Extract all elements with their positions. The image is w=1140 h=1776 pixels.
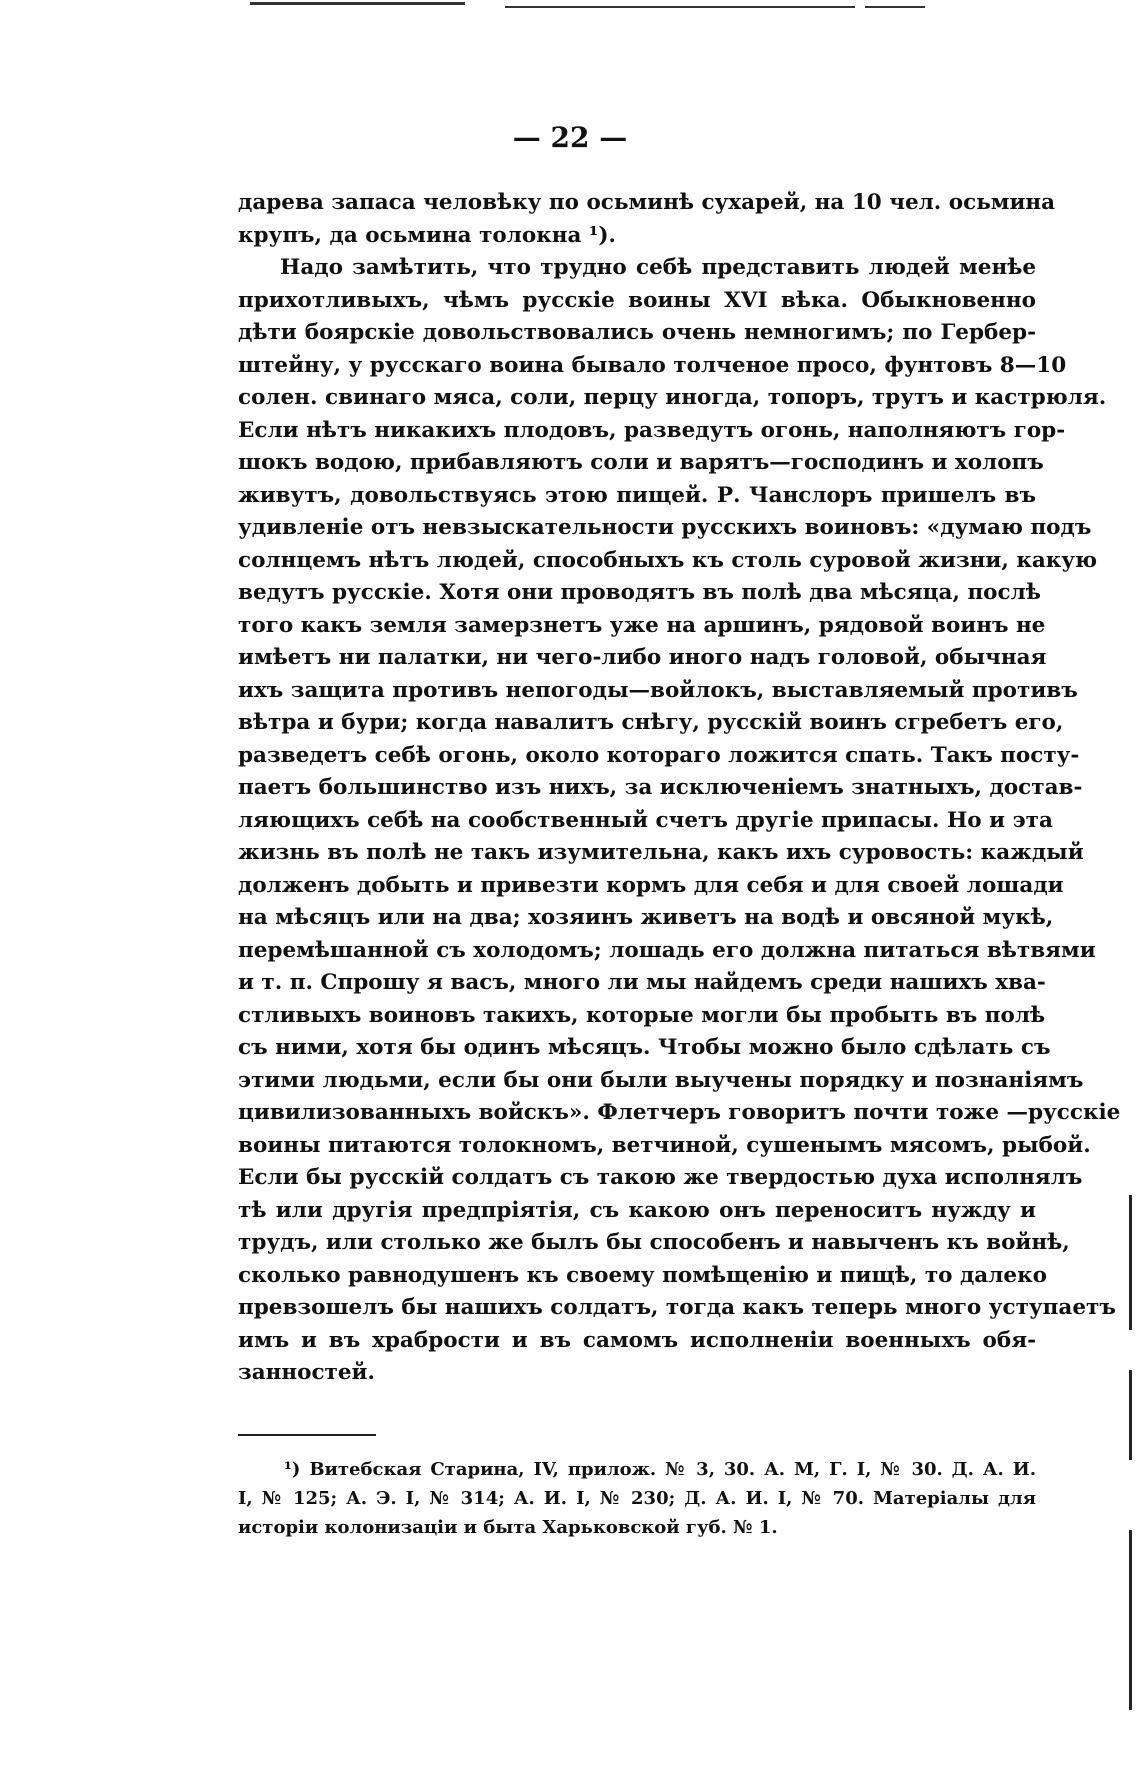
text-line: живутъ, довольствуясь этою пищей. Р. Чанслоръ пришелъ въ bbox=[238, 482, 1036, 508]
text-line: солен. свинаго мяса, соли, перцу иногда, топоръ, трутъ и кастрюля. bbox=[238, 385, 1107, 410]
text-line: дарева запаса человѣку по осьминѣ сухарей, на 10 чел. осьмина bbox=[238, 190, 1056, 215]
top-edge-rule bbox=[250, 2, 465, 5]
text-line: ведутъ русскіе. Хотя они проводятъ въ полѣ два мѣсяца, послѣ bbox=[238, 580, 1041, 605]
text-line: солнцемъ нѣтъ людей, способныхъ къ столь суровой жизни, какую bbox=[238, 547, 1098, 573]
text-line: штейну, у русскаго воина бывало толченое просо, фунтовъ 8—10 bbox=[238, 352, 1067, 378]
text-line: стливыхъ воиновъ такихъ, которые могли бы пробыть въ полѣ bbox=[238, 1002, 1046, 1028]
footnotes bbox=[238, 1455, 1036, 1542]
text-line: вѣтра и бури; когда навалитъ снѣгу, русскій воинъ сгребетъ его, bbox=[238, 710, 1064, 735]
text-line: перемѣшанной съ холодомъ; лошадь его должна питаться вѣтвями bbox=[238, 937, 1096, 963]
text-line: имѣетъ ни палатки, ни чего-либо иного надъ головой, обычная bbox=[238, 645, 1047, 670]
text-line: шокъ водою, прибавляютъ соли и варятъ—господинъ и холопъ bbox=[238, 450, 1044, 475]
text-line: Если бы русскій солдатъ съ такою же твердостью духа исполнялъ bbox=[238, 1165, 1083, 1190]
footnote-line: I, № 125; А. Э. I, № 314; А. И. I, № 230; Д. А. И. I, № 70. Матеріалы для bbox=[238, 1488, 1036, 1509]
page-number: — 22 — bbox=[512, 121, 628, 154]
text-line: и т. п. Спрошу я васъ, много ли мы найдемъ среди нашихъ хва- bbox=[238, 970, 1046, 995]
scan-edge-mark bbox=[1129, 1195, 1132, 1330]
text-line: прихотливыхъ, чѣмъ русскіе воины XVI вѣка. Обыкновенно bbox=[238, 287, 1036, 313]
text-line: воины питаются толокномъ, ветчиной, сушенымъ мясомъ, рыбой. bbox=[238, 1132, 1091, 1158]
text-line: жизнь въ полѣ не такъ изумительна, какъ ихъ суровость: каждый bbox=[238, 840, 1084, 865]
text-line: этими людьми, если бы они были выучены порядку и познаніямъ bbox=[238, 1067, 1084, 1093]
text-line: разведетъ себѣ огонь, около котораго ложится спать. Такъ посту- bbox=[238, 742, 1080, 768]
text-line: сколько равнодушенъ къ своему помѣщенію и пищѣ, то далеко bbox=[238, 1262, 1047, 1288]
text-line: того какъ земля замерзнетъ уже на аршинъ, рядовой воинъ не bbox=[238, 612, 1046, 638]
text-line: превзошелъ бы нашихъ солдатъ, тогда какъ теперь много уступаетъ bbox=[238, 1295, 1116, 1320]
text-line: удивленіе отъ невзыскательности русскихъ воиновъ: «думаю подъ bbox=[238, 515, 1092, 540]
text-line: долженъ добыть и привезти кормъ для себя и для своей лошади bbox=[238, 872, 1064, 898]
text-line: Надо замѣтить, что трудно себѣ представить людей менѣе bbox=[280, 255, 1036, 280]
scan-edge-mark bbox=[1129, 1370, 1132, 1460]
top-edge-rule bbox=[505, 6, 855, 8]
footnote-separator bbox=[238, 1434, 376, 1436]
text-line: цивилизованныхъ войскъ». Флетчеръ говоритъ почти тоже —русскіе bbox=[238, 1100, 1121, 1125]
text-line: паетъ большинство изъ нихъ, за исключеніемъ знатныхъ, достав- bbox=[238, 775, 1083, 800]
footnote-line: исторіи колонизаціи и быта Харьковской губ. № 1. bbox=[238, 1517, 778, 1538]
text-line: трудъ, или столько же былъ бы способенъ и навыченъ къ войнѣ, bbox=[238, 1230, 1070, 1255]
text-line: имъ и въ храбрости и въ самомъ исполненіи военныхъ обя- bbox=[238, 1327, 1036, 1353]
scan-edge-mark bbox=[1129, 1530, 1132, 1710]
body-text bbox=[238, 187, 1121, 1390]
text-line: Если нѣтъ никакихъ плодовъ, разведутъ огонь, наполняютъ гор- bbox=[238, 417, 1066, 443]
text-line: съ ними, хотя бы одинъ мѣсяцъ. Чтобы можно было сдѣлать съ bbox=[238, 1035, 1051, 1060]
text-line: занностей. bbox=[238, 1360, 375, 1385]
text-line: ихъ защита противъ непогоды—войлокъ, выставляемый противъ bbox=[238, 677, 1078, 703]
text-line: ляющихъ себѣ на сообственный счетъ другіе припасы. Но и эта bbox=[238, 807, 1053, 833]
text-line: дѣти боярскіе довольствовались очень немногимъ; по Гербер- bbox=[238, 320, 1036, 345]
text-line: крупъ, да осьмина толокна ¹). bbox=[238, 222, 616, 248]
top-edge-rule bbox=[865, 6, 925, 8]
text-line: на мѣсяцъ или на два; хозяинъ живетъ на водѣ и овсяной мукѣ, bbox=[238, 905, 1054, 930]
text-line: тѣ или другія предпріятія, съ какою онъ переноситъ нужду и bbox=[238, 1197, 1036, 1223]
footnote-line: ¹) Витебская Старина, IV, прилож. № 3, 30. А. М, Г. I, № 30. Д. А. И. bbox=[284, 1459, 1036, 1480]
